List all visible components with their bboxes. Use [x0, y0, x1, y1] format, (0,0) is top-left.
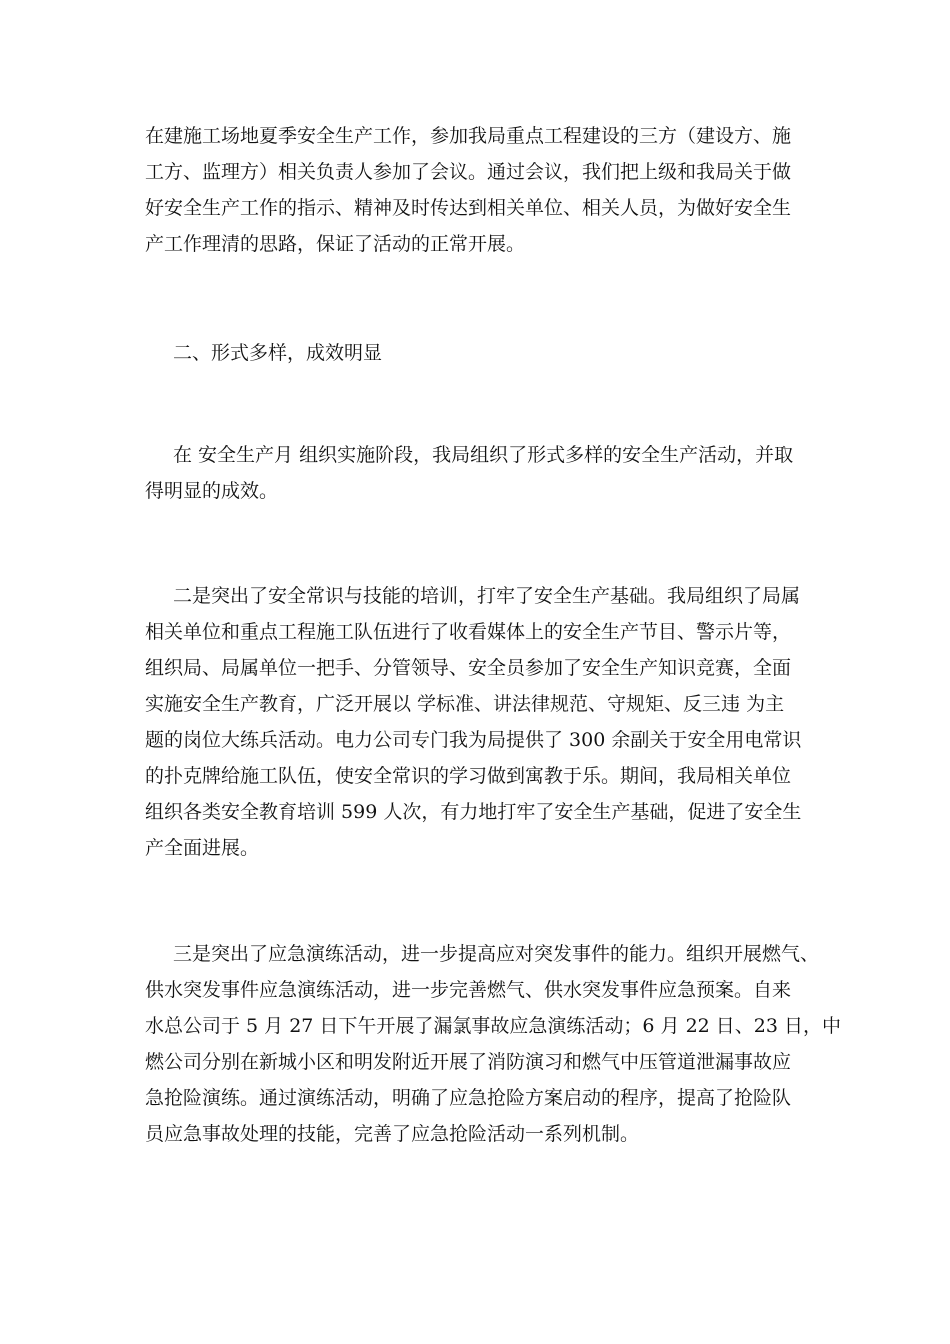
- paragraph-line: 相关单位和重点工程施工队伍进行了收看媒体上的安全生产节目、警示片等，: [145, 621, 792, 643]
- paragraph-line: 在 安全生产月 组织实施阶段，我局组织了形式多样的安全生产活动，并取: [173, 444, 794, 466]
- paragraph-line: 题的岗位大练兵活动。电力公司专门我为局提供了 300 余副关于安全用电常识: [145, 729, 802, 751]
- paragraph-line: 好安全生产工作的指示、精神及时传达到相关单位、相关人员，为做好安全生: [145, 197, 792, 219]
- paragraph-line: 产全面进展。: [145, 837, 260, 859]
- paragraph-line: 实施安全生产教育，广泛开展以 学标准、讲法律规范、守规矩、反三违 为主: [145, 693, 785, 715]
- paragraph-line: 组织各类安全教育培训 599 人次，有力地打牢了安全生产基础，促进了安全生: [145, 801, 802, 823]
- paragraph-line: 产工作理清的思路，保证了活动的正常开展。: [145, 233, 526, 255]
- paragraph-line: 得明显的成效。: [145, 480, 279, 502]
- paragraph-line: 在建施工场地夏季安全生产工作，参加我局重点工程建设的三方（建设方、施: [145, 125, 792, 147]
- paragraph-line: 三是突出了应急演练活动，进一步提高应对突发事件的能力。组织开展燃气、: [173, 943, 820, 965]
- paragraph-line: 燃公司分别在新城小区和明发附近开展了消防演习和燃气中压管道泄漏事故应: [145, 1051, 792, 1073]
- paragraph-line: 急抢险演练。通过演练活动，明确了应急抢险方案启动的程序，提高了抢险队: [145, 1087, 792, 1109]
- paragraph-line: 的扑克牌给施工队伍，使安全常识的学习做到寓教于乐。期间，我局相关单位: [145, 765, 792, 787]
- paragraph-line: 供水突发事件应急演练活动，进一步完善燃气、供水突发事件应急预案。自来: [145, 979, 792, 1001]
- section-heading: 二、形式多样，成效明显: [173, 342, 383, 364]
- paragraph-line: 水总公司于 5 月 27 日下午开展了漏氯事故应急演练活动；6 月 22 日、23 日，中: [145, 1015, 842, 1037]
- paragraph-line: 二是突出了安全常识与技能的培训，打牢了安全生产基础。我局组织了局属: [173, 585, 801, 607]
- paragraph-line: 工方、监理方）相关负责人参加了会议。通过会议，我们把上级和我局关于做: [145, 161, 792, 183]
- paragraph-line: 员应急事故处理的技能，完善了应急抢险活动一系列机制。: [145, 1123, 640, 1145]
- paragraph-line: 组织局、局属单位一把手、分管领导、安全员参加了安全生产知识竞赛，全面: [145, 657, 792, 679]
